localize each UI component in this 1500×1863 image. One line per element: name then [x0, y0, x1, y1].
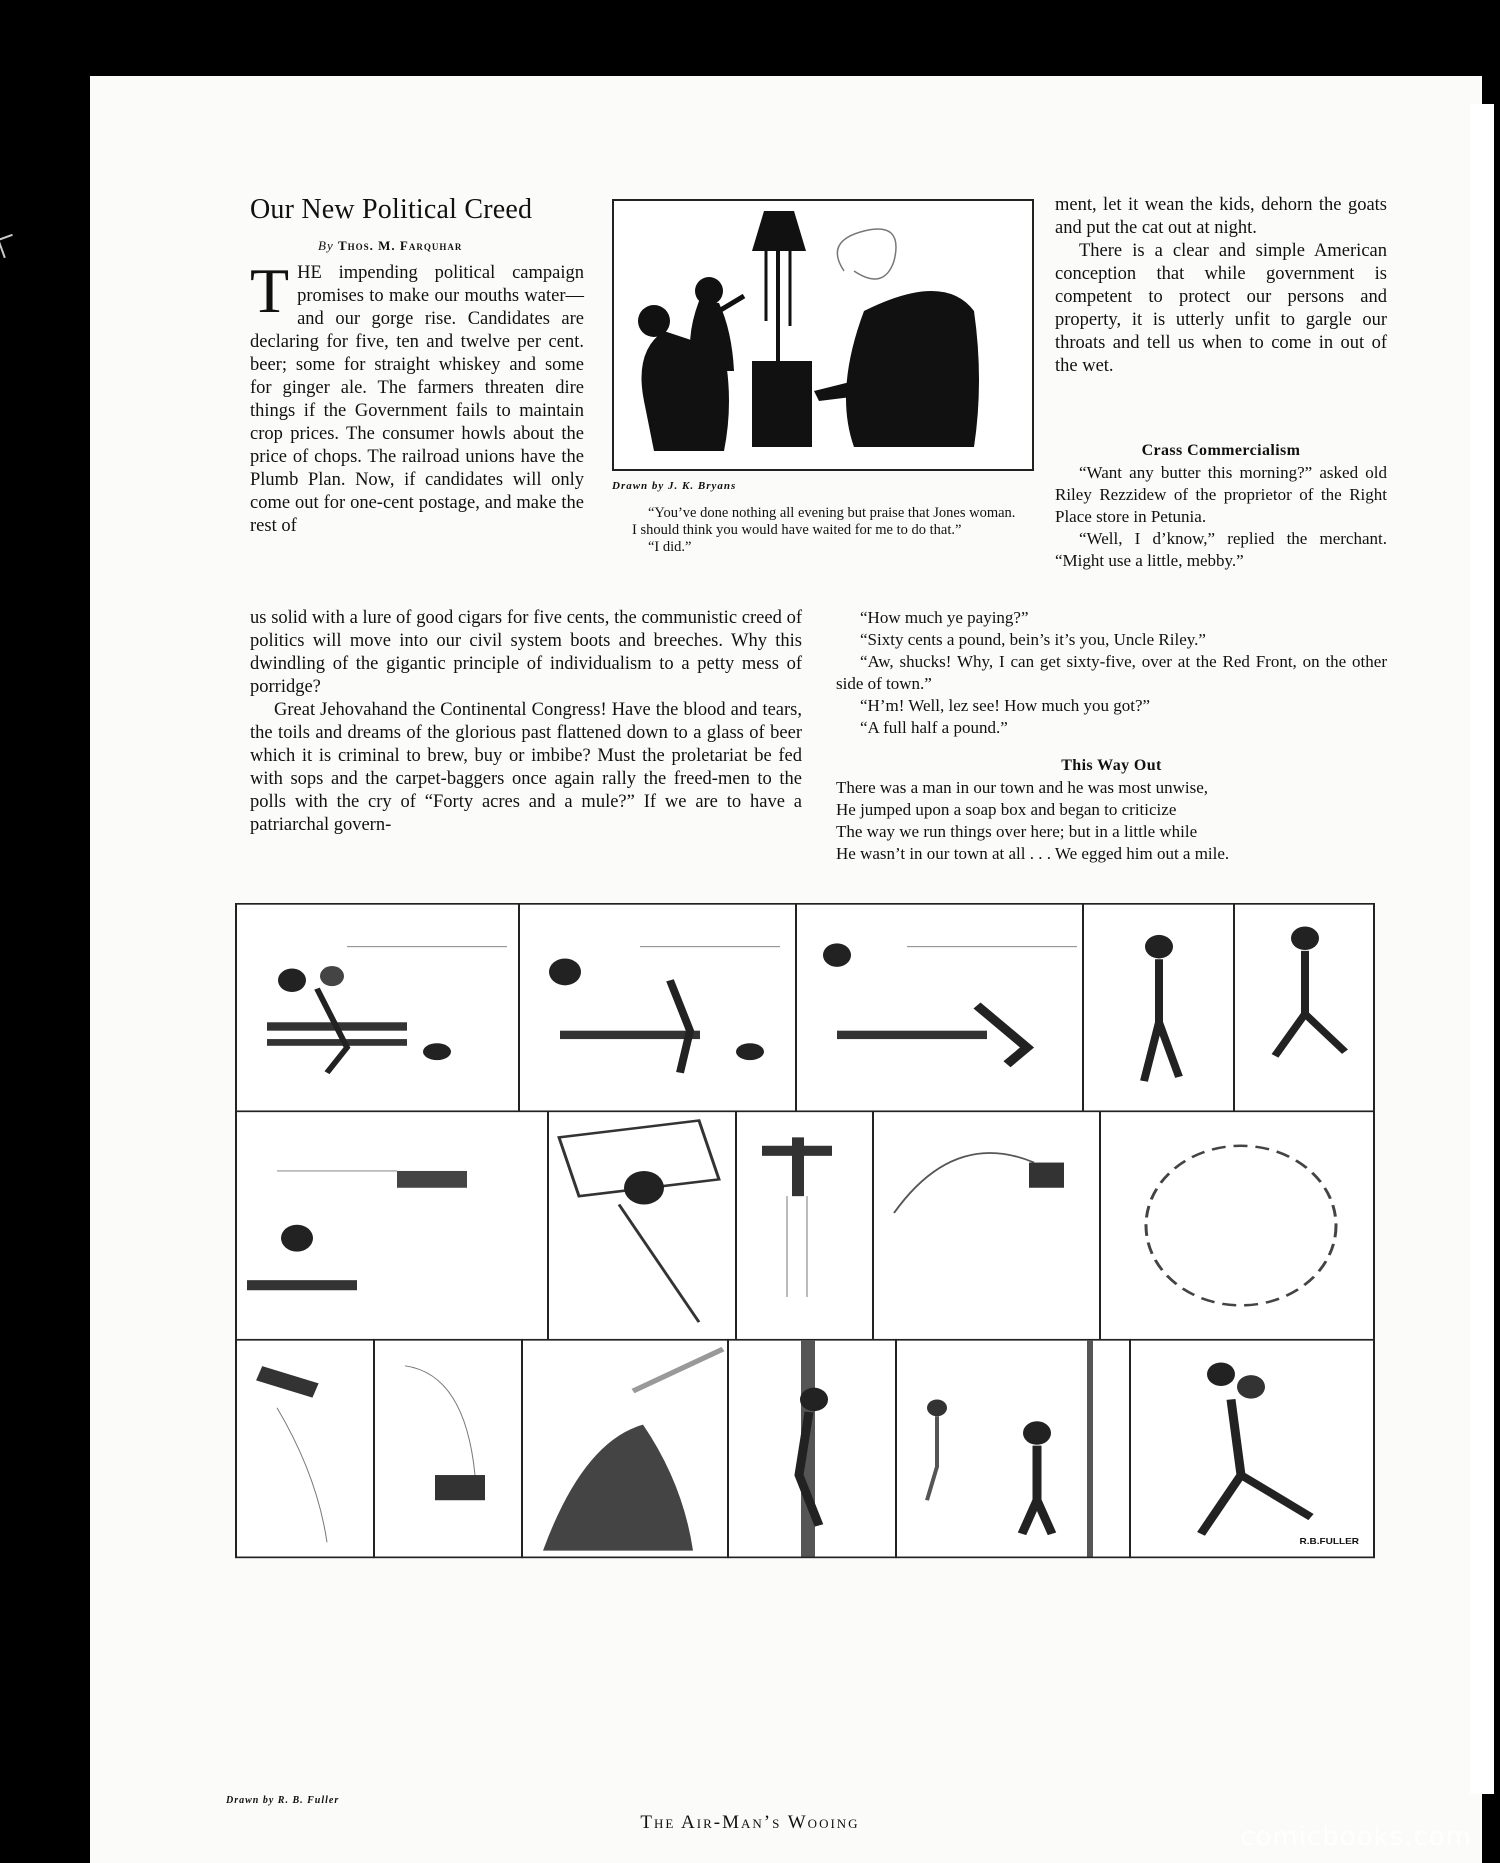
comic-panel-15	[895, 1339, 1131, 1558]
comic-panel-9	[872, 1110, 1101, 1340]
poem-line-2: He jumped upon a soap box and began to criticize	[836, 800, 1177, 819]
panel-9-drawing	[874, 1112, 1099, 1339]
comic-credit: Drawn by R. B. Fuller	[226, 1795, 340, 1806]
poem-line-1: There was a man in our town and he was most unwise,	[836, 778, 1209, 797]
byline-author: Thos. M. Farquhar	[337, 238, 463, 253]
crass-paragraph-4: “Sixty cents a pound, bein’s it’s you, Uncle Riley.”	[860, 630, 1206, 649]
panel-6-drawing	[237, 1112, 547, 1339]
panel-11-drawing	[237, 1341, 373, 1557]
comic-panel-3	[795, 903, 1084, 1112]
panel-12-drawing	[375, 1341, 521, 1557]
site-watermark: comicbooks.com	[1240, 1822, 1472, 1852]
drop-cap: T	[250, 255, 290, 326]
panel-15-drawing	[897, 1341, 1129, 1557]
comic-panel-16	[1129, 1339, 1375, 1558]
page-corner-mark	[0, 234, 19, 258]
crass-paragraph-6: “H’m! Well, lez see! How much you got?”	[860, 696, 1151, 715]
panel-5-drawing	[1235, 905, 1373, 1111]
illustration-credit: Drawn by J. K. Bryans	[612, 480, 737, 492]
crass-paragraph-2: “Well, I d’know,” replied the merchant. “Might use a little, mebby.”	[1055, 529, 1387, 570]
caption-quote-2: “I did.”	[648, 539, 692, 555]
byline-prefix: By	[318, 238, 334, 253]
comic-panel-5	[1233, 903, 1375, 1112]
panel-8-drawing	[737, 1112, 872, 1339]
silhouette-illustration	[612, 199, 1034, 471]
article-paragraph-5: There is a clear and simple American conception that while government is competent to protect our persons and property, it is utterly unfit to gargle our throats and tell us when to come in out of the wet.	[1055, 241, 1387, 376]
panel-7-drawing	[549, 1112, 735, 1339]
comic-signature: R.B.FULLER	[1299, 1537, 1359, 1547]
comic-panel-6	[235, 1110, 549, 1340]
panel-4-drawing	[1084, 905, 1233, 1111]
panel-16-drawing	[1131, 1341, 1373, 1557]
panel-10-drawing	[1101, 1112, 1373, 1339]
crass-commercialism-continued	[836, 607, 1387, 865]
article-title: Our New Political Creed	[250, 194, 533, 225]
crass-paragraph-1: “Want any butter this morning?” asked old Riley Rezzidew of the proprietor of the Right Place store in Petunia.	[1055, 463, 1387, 526]
comic-panel-13	[521, 1339, 729, 1558]
article-column-3	[1055, 194, 1387, 378]
comic-strip	[235, 903, 1375, 1693]
crass-paragraph-3: “How much ye paying?”	[860, 608, 1029, 627]
article-paragraph-2: us solid with a lure of good cigars for five cents, the communistic creed of politics will move into our civil system boots and breeches. Why this dwindling of the gigantic principle of individualism to a petty mess of porridge?	[250, 608, 802, 697]
comic-panel-10	[1099, 1110, 1375, 1340]
comic-panel-1	[235, 903, 520, 1112]
next-page-edge	[1470, 104, 1494, 1794]
poem-line-4: He wasn’t in our town at all . . . We egged him out a mile.	[836, 844, 1230, 863]
panel-3-drawing	[797, 905, 1082, 1111]
comic-panel-4	[1082, 903, 1235, 1112]
crass-commercialism-heading: Crass Commercialism	[1141, 442, 1301, 459]
poem-line-3: The way we run things over here; but in a little while	[836, 822, 1198, 841]
this-way-out-poem	[836, 777, 1387, 865]
panel-13-drawing	[523, 1341, 727, 1557]
article-byline	[318, 238, 462, 254]
article-paragraph-4: ment, let it wean the kids, dehorn the goats and put the cat out at night.	[1055, 195, 1387, 238]
crass-paragraph-5: “Aw, shucks! Why, I can get sixty-five, over at the Red Front, on the other side of town.”	[836, 652, 1387, 693]
comic-panel-7	[547, 1110, 737, 1340]
crass-commercialism-section	[1055, 440, 1387, 572]
comic-panel-11	[235, 1339, 375, 1558]
silhouette-drawing	[614, 201, 1028, 465]
article-paragraph-3: Great Jehovahand the Continental Congress! Have the blood and tears, the toils and dreams of the glorious past flattened down to a glass of beer which it is criminal to brew, buy or imbibe? Must the proletariat be fed with sops and the carpet-baggers once again rally the freed-men to the polls with the cry of “Forty acres and a mule?” If we are to have a patriarchal govern-	[250, 700, 802, 835]
comic-panel-8	[735, 1110, 874, 1340]
comic-panel-2	[518, 903, 797, 1112]
crass-paragraph-7: “A full half a pound.”	[860, 718, 1008, 737]
comic-title: The Air-Man’s Wooing	[640, 1812, 860, 1833]
illustration-caption	[632, 505, 1022, 556]
panel-2-drawing	[520, 905, 795, 1111]
article-column-1	[250, 255, 584, 538]
this-way-out-heading: This Way Out	[1061, 757, 1162, 774]
article-column-wide	[250, 607, 802, 837]
panel-1-drawing	[237, 905, 518, 1111]
article-paragraph-1: HE impending political campaign promises to make our mouths water—and our gorge rise. Candidates are declaring for five, ten and twelve per cent. beer; some for straight whiskey and some for ginger ale. The farmers threaten dire things if the Government fails to maintain crop prices. The consumer howls about the price of chops. The railroad unions have the Plumb Plan. Now, if candidates will only come out for one-cent postage, and make the rest of	[250, 263, 584, 536]
panel-14-drawing	[729, 1341, 895, 1557]
comic-panel-12	[373, 1339, 523, 1558]
caption-quote-1: “You’ve done nothing all evening but praise that Jones woman. I should think you would have waited for me to do that.”	[632, 505, 1016, 538]
comic-panel-14	[727, 1339, 897, 1558]
